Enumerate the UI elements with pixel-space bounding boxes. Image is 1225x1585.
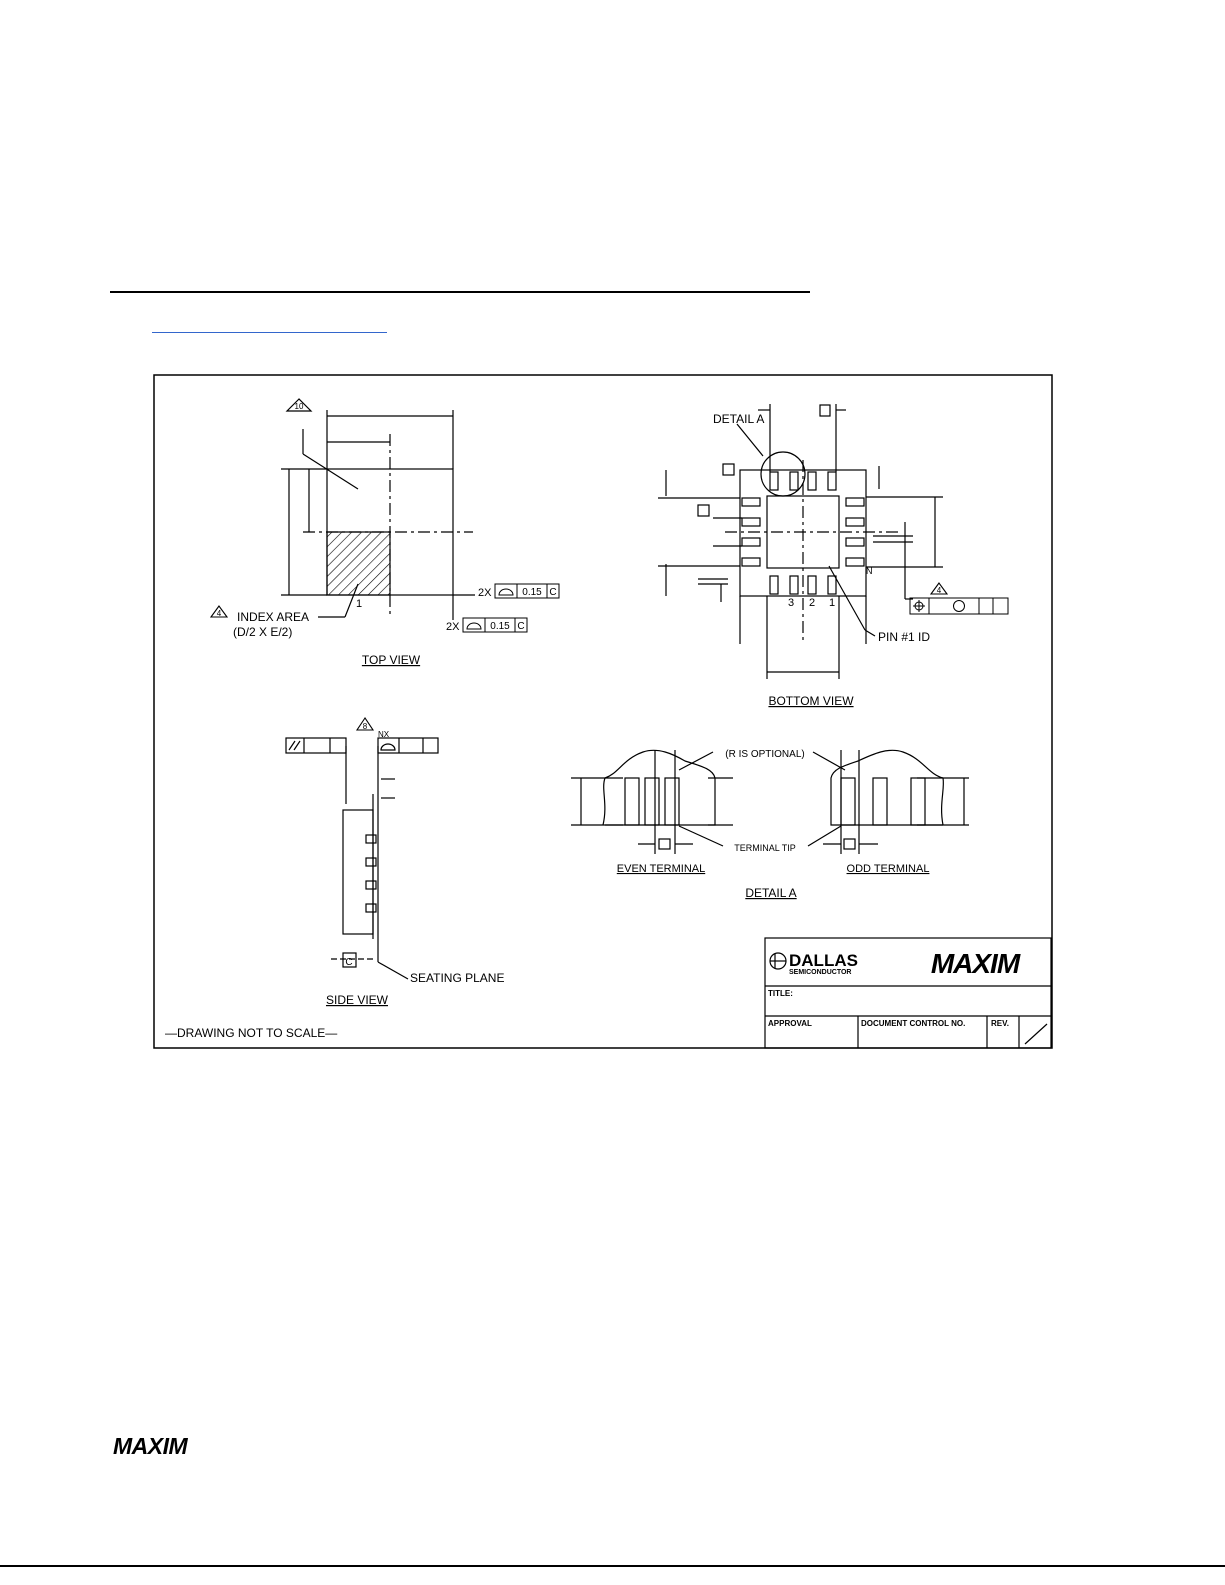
side-view bbox=[286, 738, 438, 979]
svg-text:2: 2 bbox=[808, 597, 816, 609]
side-view-body bbox=[343, 810, 373, 934]
seating-plane-label: SEATING PLANE bbox=[410, 971, 505, 985]
svg-text:DALLAS: DALLAS bbox=[789, 951, 858, 970]
top-view-callout-10 bbox=[287, 399, 311, 411]
nx-label: NX bbox=[378, 730, 390, 739]
svg-text:3: 3 bbox=[787, 597, 795, 609]
svg-text:MAXIM: MAXIM bbox=[113, 1435, 188, 1457]
approval-label: APPROVAL bbox=[768, 1019, 812, 1028]
svg-text:4: 4 bbox=[936, 586, 942, 595]
even-terminal-label: EVEN TERMINAL bbox=[616, 863, 706, 875]
top-view-title: TOP VIEW bbox=[361, 653, 421, 667]
detail-a-even bbox=[571, 750, 733, 854]
svg-text:10: 10 bbox=[294, 402, 304, 411]
rev-label: REV. bbox=[991, 1019, 1009, 1028]
detail-a-callout: DETAIL A bbox=[713, 412, 765, 426]
pin1-label: 1 bbox=[355, 598, 363, 610]
index-area-note bbox=[211, 606, 309, 639]
svg-text:4: 4 bbox=[216, 609, 222, 618]
bottom-pin-numbers bbox=[788, 597, 835, 609]
svg-text:C: C bbox=[549, 587, 557, 598]
tolerance-frame-lower bbox=[446, 618, 527, 633]
svg-text:8: 8 bbox=[362, 722, 368, 731]
svg-text:0.15: 0.15 bbox=[522, 587, 542, 598]
top-view bbox=[281, 410, 475, 620]
bottom-view-title: BOTTOM VIEW bbox=[768, 694, 854, 708]
tolerance-frame-upper bbox=[478, 584, 559, 599]
n-label: N bbox=[866, 566, 873, 576]
detail-a-odd bbox=[808, 750, 969, 854]
datum-c-label: C bbox=[345, 957, 353, 968]
header-rule bbox=[110, 291, 810, 293]
r-optional-label: (R IS OPTIONAL) bbox=[725, 749, 805, 760]
svg-text:(D/2 X E/2): (D/2 X E/2) bbox=[233, 625, 293, 639]
terminal-tip-label: TERMINAL TIP bbox=[734, 843, 796, 853]
svg-text:2X: 2X bbox=[478, 587, 492, 599]
detail-a-title: DETAIL A bbox=[745, 886, 797, 900]
index-area-hatch bbox=[327, 532, 390, 595]
side-view-title: SIDE VIEW bbox=[325, 993, 389, 1007]
svg-text:INDEX AREA: INDEX AREA bbox=[237, 610, 310, 624]
title-label: TITLE: bbox=[768, 989, 793, 998]
link-underline bbox=[152, 332, 387, 333]
scale-note: —DRAWING NOT TO SCALE— bbox=[165, 1026, 338, 1040]
package-outline-drawing bbox=[153, 374, 1053, 1049]
maxim-logo-titleblock: MAXIM bbox=[930, 948, 1020, 979]
position-tolerance-frame bbox=[910, 583, 1008, 614]
dallas-logo bbox=[789, 951, 858, 976]
svg-text:0.15: 0.15 bbox=[490, 621, 510, 632]
svg-text:SEMICONDUCTOR: SEMICONDUCTOR bbox=[789, 969, 852, 976]
doc-control-label: DOCUMENT CONTROL NO. bbox=[861, 1019, 966, 1028]
footer-maxim-logo bbox=[113, 1435, 253, 1457]
footer-rule bbox=[0, 1565, 1225, 1567]
odd-terminal-label: ODD TERMINAL bbox=[846, 863, 930, 875]
svg-text:2X: 2X bbox=[446, 621, 460, 633]
side-view-note-8 bbox=[357, 718, 373, 731]
svg-text:1: 1 bbox=[828, 597, 836, 609]
pin1-id-label: PIN #1 ID bbox=[878, 630, 931, 644]
svg-text:C: C bbox=[517, 621, 525, 632]
